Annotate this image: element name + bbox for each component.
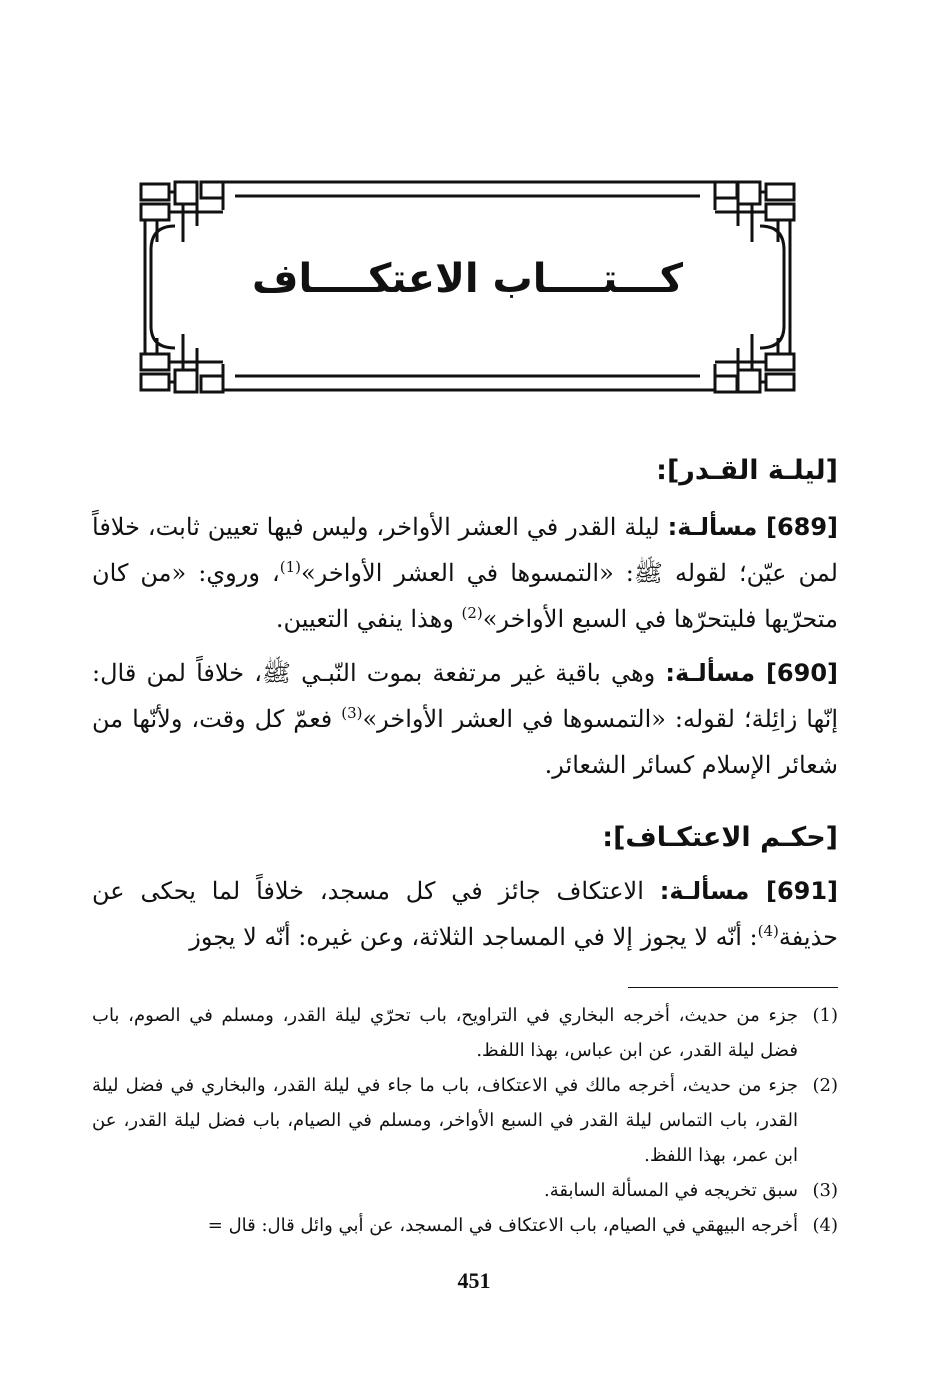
footnote-text: سبق تخريجه في المسألة السابقة. [544,1180,798,1201]
issue-paragraph [92,650,838,788]
issue-text: وهي باقية غير مرتفعة بموت النّبـي ﷺ، خلافاً لمن قال: إنّها زائِلة؛ لقوله: «التمسوها في العشر الأواخر» [92,659,838,733]
issue-text: : أنّه لا يجوز إلا في المساجد الثلاثة، وعن غيره: أنّه لا يجوز [189,923,758,951]
section-heading-itikaf-ruling: [حكـم الاعتكـاف]: [602,822,838,853]
issue-689 [92,504,838,642]
issue-691 [92,868,838,960]
footnote-separator [628,987,838,988]
issue-text: ليلة القدر في العشر الأواخر، وليس فيها تعيين ثابت، خلافاً لمن عيّن؛ لقوله ﷺ: «التمسوها في العشر الأواخر» [92,513,838,587]
footnote-number: (1) [812,1005,838,1026]
footnote-text: جزء من حديث، أخرجه مالك في الاعتكاف، باب ما جاء في ليلة القدر، والبخاري في فضل ليلة القدر، باب التماس ليلة القدر في السبع الأواخر، ومسلم في الصيام، باب فضل ليلة القدر، عن ابن عمر، بهذا اللفظ. [92,1075,798,1166]
footnote-2 [92,1068,838,1173]
section-heading-laylat-al-qadr: [ليلـة القـدر]: [656,455,838,486]
issue-label: [690] مسألـة: [665,659,838,687]
footnote-ref[interactable]: (4) [757,922,779,940]
footnote-text: جزء من حديث، أخرجه البخاري في التراويح، باب تحرّي ليلة القدر، ومسلم في الصوم، باب فضل ليلة القدر، عن ابن عباس، بهذا اللفظ. [92,1005,798,1061]
footnote-number: (3) [812,1180,838,1201]
issue-paragraph [92,868,838,960]
issue-label: [691] مسألـة: [659,877,839,905]
title-frame [135,178,800,398]
footnote-ref[interactable]: (3) [341,704,363,722]
footnote-number: (4) [812,1215,838,1236]
issue-text: وهذا ينفي التعيين. [275,605,462,633]
footnote-4 [92,1208,838,1243]
footnote-number: (2) [812,1075,838,1096]
issue-text: الاعتكاف جائز في كل مسجد، خلافاً لما يحكى عن حذيفة [92,877,838,951]
issue-690 [92,650,838,788]
footnote-ref[interactable]: (2) [461,604,483,622]
footnote-ref[interactable]: (1) [279,558,301,576]
page-number: 451 [457,1268,491,1293]
issue-paragraph [92,504,838,642]
footnote-text: أخرجه البيهقي في الصيام، باب الاعتكاف في المسجد، عن أبي وائل قال: قال = [207,1215,798,1236]
book-title: كـــتــــاب الاعتكــــاف [251,256,683,302]
issue-text: ، وروي: «من كان متحرّيها فليتحرّها في السبع الأواخر» [92,559,838,633]
issue-text: فعمّ كل وقت، ولأنّها من شعائر الإسلام كسائر الشعائر. [92,705,838,779]
footnote-1 [92,998,838,1068]
issue-label: [689] مسألـة: [667,513,839,541]
footnote-3 [92,1173,838,1208]
footnotes [92,998,838,1243]
